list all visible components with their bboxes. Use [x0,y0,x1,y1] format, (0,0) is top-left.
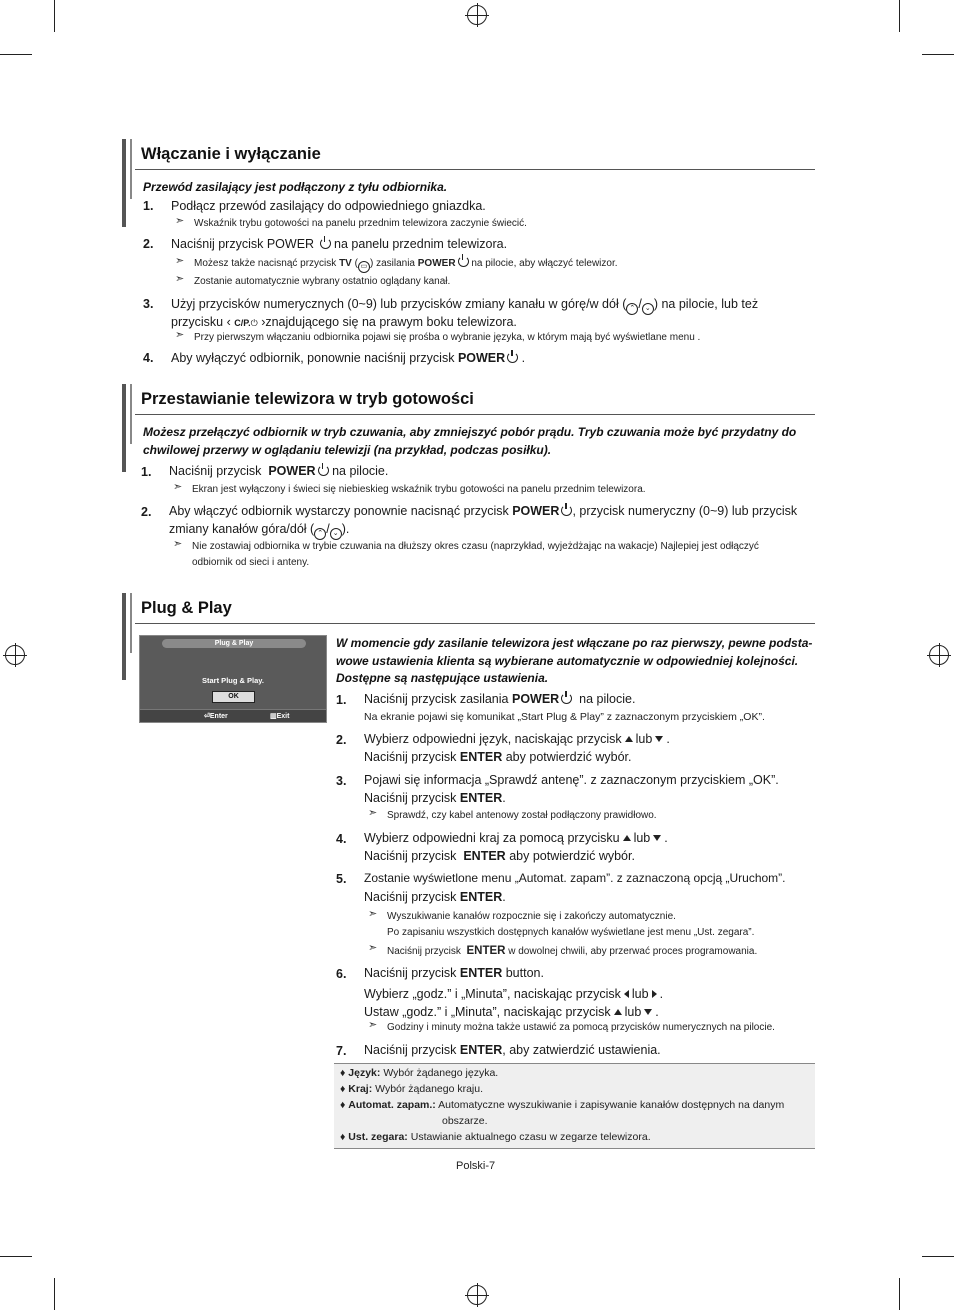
info-item: ♦ Ust. zegara: Ustawianie aktualnego czasu w zegarze telewizora. [340,1131,651,1143]
section-bar [130,139,132,199]
step-text-part: lub [624,1005,642,1019]
crop-mark [922,1256,954,1257]
note-arrow-icon: ➣ [175,272,185,285]
step-number: 1. [143,199,154,213]
tv-button-icon: ▭ [358,261,370,273]
section-intro: Przewód zasilający jest podłączony z tyłu odbiornika. [143,180,448,194]
step-text-part: ). [341,522,350,536]
crop-mark [899,1278,900,1310]
info-label: Ust. zegara: [348,1131,408,1143]
step-text [169,462,388,480]
power-icon [561,505,572,516]
step-text [364,748,632,766]
crop-mark [54,1278,55,1310]
step-text-part: , aby zatwierdzić ustawienia. [502,1043,661,1057]
step-text: Użyj przycisków numerycznych (0~9) lub przycisków zmiany kanału w górę/w dół ( ⌃ / ⌄ ) na pilocie, lub też [171,295,811,315]
step-note: Zostanie automatycznie wybrany ostatnio oglądany kanał. [194,276,451,287]
step-text-part: na pilocie. [332,464,389,478]
step-text [169,502,814,520]
step-note: Po zapisaniu wszystkich dostępnych kanałów wyświetlane jest menu „Ust. zegara”. [387,927,755,938]
section-rule [135,623,815,624]
osd-enter-label: Enter [209,713,228,720]
note-arrow-icon: ➣ [368,941,378,954]
power-icon [318,465,329,476]
step-text [364,789,506,807]
section-title: Plug & Play [141,599,232,617]
note-part: Naciśnij przycisk [387,946,461,957]
crop-mark [0,1256,32,1257]
step-text-part: Naciśnij przycisk [364,849,457,863]
step-note: Możesz także nacisnąć przycisk TV ( ▭ ) zasilania POWER na pilocie, aby włączyć telewizor. [194,256,618,273]
step-note: Ekran jest wyłączony i świeci się niebieskieg wskaźnik trybu gotowości na panelu przednim telewizora. [192,484,646,495]
step-note: Przy pierwszym włączaniu odbiornika pojawi się prośba o wybranie języka, w którym mają być wyświetlane menu . [194,332,701,343]
osd-enter-hint [204,712,228,720]
step-text-part: na pilocie. [579,692,636,706]
step-text-part: Wybierz „godz.” i „Minuta”, naciskając przycisk [364,987,621,1001]
section-bar [122,139,126,227]
step-text-part: ) na pilocie, lub też [653,297,759,311]
step-note: Godziny i minuty można także ustawić za pomocą przycisków numerycznych na pilocie. [387,1022,775,1033]
arrow-left-icon [624,990,629,998]
chevron-left-icon: ‹ [226,315,231,329]
step-text: zmiany kanałów góra/dół ( ⌃ / ⌄ ). [169,520,349,540]
power-label: POWER [457,351,506,365]
step-text-part: Wybierz odpowiedni kraj za pomocą przycisku [364,831,620,845]
section-title: Włączanie i wyłączanie [141,145,321,163]
step-text-part: lub [631,987,649,1001]
step-text [364,964,544,982]
step-note: Wyszukiwanie kanałów rozpocznie się i zakończy automatycznie. [387,911,676,922]
step-text [364,1003,659,1021]
step-text-part: . [655,1005,659,1019]
step-number: 2. [143,237,154,251]
step-text-part: zmiany kanałów góra/dół ( [169,522,315,536]
step-text-part: . [664,831,668,845]
chevron-right-icon: › [261,315,266,329]
registration-mark-icon [467,5,487,25]
note-part: zasilania [376,258,415,269]
section-intro: W momencie gdy zasilanie telewizora jest włączane po raz pierwszy, pewne podsta- [336,636,813,650]
step-text-part: Wybierz odpowiedni język, naciskając przycisk [364,732,622,746]
info-label: Kraj: [348,1083,373,1095]
section-rule [135,414,815,415]
step-text-part: na panelu przednim telewizora. [334,237,508,251]
enter-label: ENTER [459,750,503,764]
note-arrow-icon: ➣ [368,1018,378,1031]
step-text-part: , przycisk numeryczny (0~9) lub przycisk [572,504,798,518]
info-item: ♦ Automat. zapam.: Automatyczne wyszukiwanie i zapisywanie kanałów dostępnych na danym [340,1099,785,1111]
section-bar [122,384,126,472]
power-label: POWER [417,258,456,269]
step-number: 3. [143,297,154,311]
step-text: Podłącz przewód zasilający do odpowiedniego gniazdka. [171,199,486,213]
tv-label: TV [339,258,352,269]
step-note [387,943,757,960]
channel-up-icon: ⌃ [314,528,326,540]
crop-mark [899,0,900,32]
channel-down-icon: ⌄ [642,303,654,315]
power-small-icon: ⏻ [250,318,258,328]
registration-mark-icon [929,645,949,665]
info-text: Wybór żądanego języka. [383,1067,499,1079]
note-arrow-icon: ➣ [173,537,183,550]
section-bar [130,593,132,653]
enter-icon: ⏎ [204,713,210,720]
step-text [364,730,670,748]
step-note: Sprawdź, czy kabel antenowy został podłączony prawidłowo. [387,810,657,821]
step-text-part: . [502,890,506,904]
step-text: Zostanie wyświetlone menu „Automat. zapam”. z zaznaczoną opcją „Uruchom”. [364,871,786,885]
cp-label: C/P. [234,318,251,328]
step-number: 2. [141,505,152,519]
info-box [334,1063,815,1149]
osd-exit-hint [270,712,289,720]
note-part: na pilocie, aby włączyć telewizor. [471,258,618,269]
step-text [364,847,635,865]
step-text-part: . [666,732,670,746]
step-text [171,349,525,367]
step-text-part: Naciśnij przycisk [169,464,262,478]
section-intro: chwilowej przerwy w oglądaniu telewizji (na przykład, podczas posiłku). [143,443,552,457]
step-note: Nie zostawiaj odbiornika w trybie czuwania na dłuższy okres czasu (naprzykład, wyjeżdżając na wakacje) Najlepiej jest odłączyć [192,541,759,552]
info-label: Język: [348,1067,381,1079]
section-rule [135,169,815,170]
step-text-part: Naciśnij przycisk [364,966,457,980]
step-text-part: Naciśnij przycisk [364,791,457,805]
step-text-part: lub [635,732,653,746]
step-text-part: . [659,987,664,1001]
step-text-part: button. [505,966,544,980]
note-part: Możesz także nacisnąć przycisk [194,258,337,269]
step-number: 4. [336,832,347,846]
arrow-down-icon [653,835,661,841]
step-text [171,235,507,253]
osd-message: Start Plug & Play. [202,676,264,685]
enter-label: ENTER [459,966,503,980]
osd-screen [139,635,327,723]
step-text-part: Naciśnij przycisk [364,890,457,904]
step-text-part: Naciśnij przycisk [364,1043,457,1057]
channel-down-icon: ⌄ [330,528,342,540]
step-text-part: Naciśnij przycisk zasilania [364,692,509,706]
enter-label: ENTER [459,791,503,805]
arrow-right-icon [652,990,657,998]
step-text-part: lub [633,831,651,845]
step-number: 6. [336,967,347,981]
step-number: 2. [336,733,347,747]
note-arrow-icon: ➣ [368,907,378,920]
note-arrow-icon: ➣ [175,328,185,341]
enter-label: ENTER [463,849,506,863]
note-part: w dowolnej chwili, aby przerwać proces programowania. [508,946,758,957]
step-text-part: aby potwierdzić wybór. [509,849,635,863]
info-label: Automat. zapam.: [348,1099,436,1111]
arrow-down-icon [644,1009,652,1015]
step-text [364,690,635,708]
step-number: 3. [336,774,347,788]
osd-ok-button[interactable]: OK [212,691,255,703]
section-intro: Możesz przełączyć odbiornik w tryb czuwania, aby zmniejszyć pobór prądu. Tryb czuwania może być przydatny do [143,425,797,439]
step-text-part: Aby włączyć odbiornik wystarczy ponownie nacisnąć przycisk [169,504,509,518]
arrow-up-icon [614,1009,622,1015]
channel-up-icon: ⌃ [626,303,638,315]
enter-label: ENTER [459,1043,503,1057]
step-text: Pojawi się informacja „Sprawdź antenę”. z zaznaczonym przyciskiem „OK”. [364,773,779,787]
step-number: 4. [143,351,154,365]
step-note: odbiornik od sieci i anteny. [192,557,310,568]
registration-mark-icon [5,645,25,665]
power-icon [561,693,572,704]
power-icon [458,256,469,267]
step-text [364,888,506,906]
crop-mark [922,54,954,55]
arrow-down-icon [655,736,663,742]
info-text: Automatyczne wyszukiwanie i zapisywanie kanałów dostępnych na danym [438,1099,785,1111]
note-arrow-icon: ➣ [175,214,185,227]
info-item: ♦ Kraj: Wybór żądanego kraju. [340,1083,484,1095]
step-note: Wskaźnik trybu gotowości na panelu przednim telewizora zaczynie świecić. [194,218,527,229]
section-intro: Dostępne są następujące ustawienia. [336,671,549,685]
section-bar [130,384,132,444]
power-label: POWER [268,464,316,478]
step-text-part: Ustaw „godz.” i „Minuta”, naciskając przycisk [364,1005,611,1019]
step-text [364,829,668,847]
registration-mark-icon [467,1285,487,1305]
section-title: Przestawianie telewizora w tryb gotowości [141,390,474,408]
info-item-cont: obszarze. [442,1115,488,1127]
note-arrow-icon: ➣ [175,254,185,267]
osd-title: Plug & Play [162,639,306,648]
step-text-part: Aby wyłączyć odbiornik, ponownie naciśnij przycisk [171,351,455,365]
power-label: POWER [512,504,560,518]
step-text-part: . [502,791,506,805]
step-text-part: . [521,351,526,365]
step-text-part: Użyj przycisków numerycznych (0~9) lub przycisków zmiany kanału w górę/w dół ( [171,297,627,311]
osd-exit-label: Exit [276,713,290,720]
menu-icon: ▥ [270,713,277,720]
step-text-part: znajdującego się na prawym boku telewizora. [265,315,517,329]
step-text [364,985,663,1003]
power-label: POWER [511,692,560,706]
step-sub: Na ekranie pojawi się komunikat „Start Plug & Play” z zaznaczonym przyciskiem „OK”. [364,711,765,723]
info-text: Ustawianie aktualnego czasu w zegarze telewizora. [410,1131,651,1143]
info-text: Wybór żądanego kraju. [375,1083,484,1095]
crop-mark [0,54,32,55]
page-footer: Polski-7 [456,1160,496,1172]
step-text-part: aby potwierdzić wybór. [505,750,632,764]
step-number: 5. [336,872,347,886]
step-number: 1. [141,465,152,479]
enter-label: ENTER [466,945,506,957]
info-item: ♦ Język: Wybór żądanego języka. [340,1067,499,1079]
note-arrow-icon: ➣ [173,480,183,493]
section-intro: wowe ustawienia klienta są wybierane automatycznie w odpowiedniej kolejności. [336,654,799,668]
osd-footer [140,709,326,722]
step-number: 7. [336,1044,347,1058]
step-text-part: przycisku [171,315,224,329]
enter-label: ENTER [459,890,503,904]
section-bar [122,593,126,680]
step-text [364,1041,661,1059]
crop-mark [54,0,55,32]
power-icon [507,352,518,363]
step-number: 1. [336,693,347,707]
power-icon [320,238,331,249]
step-text-part: Naciśnij przycisk POWER [171,237,315,251]
arrow-up-icon [625,736,633,742]
step-text-part: Naciśnij przycisk [364,750,457,764]
note-arrow-icon: ➣ [368,806,378,819]
arrow-up-icon [623,835,631,841]
